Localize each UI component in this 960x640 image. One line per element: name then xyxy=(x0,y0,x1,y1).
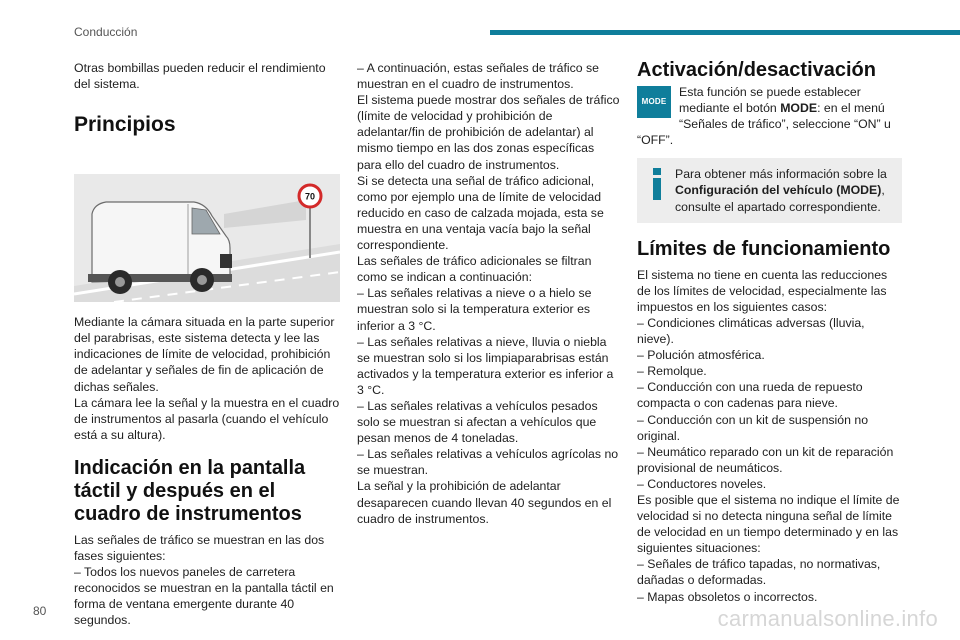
text-line: – Conducción con una rueda de repuesto compacta o con cadenas para nieve. xyxy=(637,380,863,411)
paragraph-principios-2: La cámara lee la señal y la muestra en el cuadro de instrumentos al pasarla (cuando el vehículo está a su altura). xyxy=(74,395,340,442)
text-line: – Las señales relativas a nieve o a hielo se muestran solo si la temperatura exterior es inferior a 3 °C. xyxy=(357,286,592,333)
paragraph-indicacion-1: Las señales de tráfico se muestran en las dos fases siguientes: xyxy=(74,532,325,564)
heading-principios: Principios xyxy=(74,113,176,137)
section-title: Conducción xyxy=(74,25,138,39)
paragraph-principios-1: Mediante la cámara situada en la parte superior del parabrisas, este sistema detecta y lee las indicaciones de límite de velocidad, prohibición de adelantar y señales de fin de aplicación de dichas señales. xyxy=(74,315,335,394)
watermark: carmanualsonline.info xyxy=(717,606,938,631)
text-line: – Conducción con un kit de suspensión no original. xyxy=(637,412,869,443)
info-icon xyxy=(647,168,667,200)
text-line: La señal y la prohibición de adelantar desaparecen cuando llevan 40 segundos en el cuadro de instrumentos. xyxy=(357,479,612,526)
info-paragraph: Para obtener más información sobre la Configuración del vehículo (MODE), consulte el apartado correspondiente. xyxy=(675,167,887,214)
header-accent-bar xyxy=(490,30,960,35)
text-line: – Las señales relativas a vehículos pesados solo se muestran si afectan a vehículos que pesan menos de 4 toneladas. xyxy=(357,398,598,446)
paragraph-indicacion-2: – Todos los nuevos paneles de carretera reconocidos se muestran en la pantalla táctil en forma de ventana emergente durante 40 segundos. xyxy=(74,565,334,628)
paragraph-intro: Otras bombillas pueden reducir el rendimiento del sistema. xyxy=(74,61,326,92)
text-line: – Señales de tráfico tapadas, no normativas, dañadas o deformadas. xyxy=(637,557,881,588)
mode-button-icon: MODE xyxy=(637,86,671,118)
info-box xyxy=(637,158,902,222)
column-right xyxy=(637,58,902,605)
van-camera-illustration xyxy=(74,174,340,302)
text-line: – Conductores noveles. xyxy=(637,476,767,491)
column-middle xyxy=(357,60,621,527)
column-left xyxy=(74,60,340,629)
text-line: Si se detecta una señal de tráfico adicional, como por ejemplo una de límite de velocidad reducido en caso de calzada mojada, esta se muestra en una ventaja vacía bajo la señal correspondiente. xyxy=(357,173,604,253)
text-line: – Las señales relativas a nieve, lluvia o niebla se muestran solo si los limpiaparabrisas están activados y la temperatura exterior es inferior a 3 °C. xyxy=(357,334,614,397)
heading-limites: Límites de funcionamiento xyxy=(637,237,891,260)
text-line: El sistema puede mostrar dos señales de tráfico (límite de velocidad y prohibición de adelantar/fin de prohibición de adelantar) al mismo tiempo en las dos zonas específicas para ello del cuadro de instrumentos. xyxy=(357,93,620,172)
heading-indicacion: Indicación en la pantalla táctil y después en el cuadro de instrumentos xyxy=(74,456,306,525)
mode-paragraph: Esta función se puede establecer mediante el botón MODE: en el menú “Señales de tráfico”, seleccione “ON” u “OFF”. xyxy=(637,85,891,148)
text-line: – Condiciones climáticas adversas (lluvia, nieve). xyxy=(637,315,865,347)
text-line: – Mapas obsoletos o incorrectos. xyxy=(637,589,818,604)
page-number: 80 xyxy=(33,604,47,618)
text-line: El sistema no tiene en cuenta las reducciones de los límites de velocidad, especialmente las impuestos en los siguientes casos: xyxy=(637,267,888,314)
text-line: – A continuación, estas señales de tráfico se muestran en el cuadro de instrumentos. xyxy=(357,61,599,92)
text-line: Las señales de tráfico adicionales se filtran como se indican a continuación: xyxy=(357,254,592,285)
text-line: Es posible que el sistema no indique el límite de velocidad si no detecta ninguna señal de límite de velocidad en un tiempo determinado y en las siguientes situaciones: xyxy=(637,492,900,556)
speed-sign-value: 70 xyxy=(304,191,316,202)
text-line: – Polución atmosférica. xyxy=(637,348,765,363)
text-line: – Neumático reparado con un kit de reparación provisional de neumáticos. xyxy=(637,444,894,475)
text-line: – Remolque. xyxy=(637,364,707,379)
heading-activacion: Activación/desactivación xyxy=(637,59,876,81)
text-line: – Las señales relativas a vehículos agrícolas no se muestran. xyxy=(357,447,619,478)
mode-block xyxy=(637,84,902,148)
